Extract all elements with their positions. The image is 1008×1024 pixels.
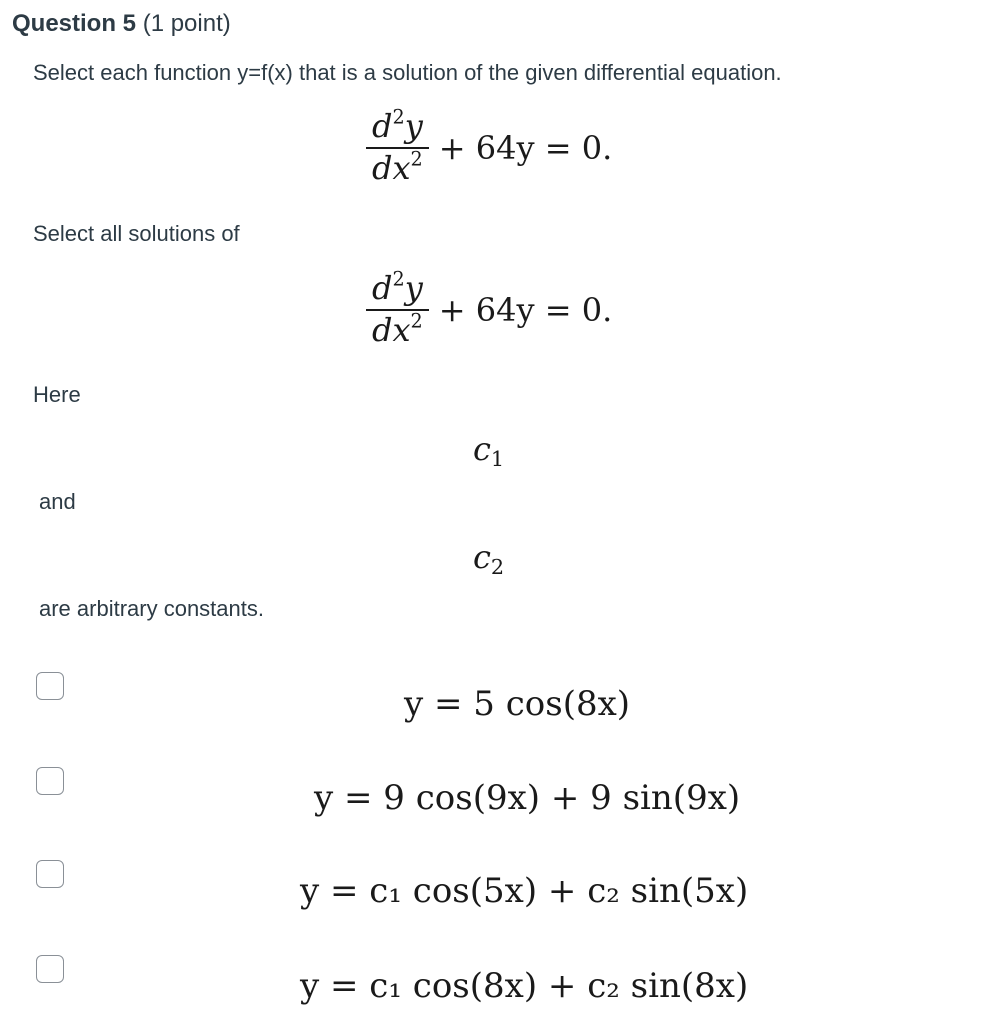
option-label-3: y = c₁ cos(5x) + c₂ sin(5x) (300, 871, 749, 911)
option-checkbox-4[interactable] (36, 955, 64, 983)
option-checkbox-2[interactable] (36, 767, 64, 795)
option-checkbox-1[interactable] (36, 672, 64, 700)
question-title: Question 5 (12, 10, 137, 37)
constant-c1: $c_1$ (473, 430, 505, 472)
question-header (12, 10, 231, 38)
option-label-1: y = 5 cos(8x) (404, 684, 631, 724)
constants-text: are arbitrary constants. (39, 596, 264, 621)
option-checkbox-3[interactable] (36, 860, 64, 888)
here-text: Here (33, 382, 81, 407)
differential-equation-1 (366, 105, 613, 187)
option-label-4: y = c₁ cos(8x) + c₂ sin(8x) (300, 966, 749, 1006)
equation-rhs: + 64y = 0. (438, 290, 613, 329)
differential-equation-2 (366, 267, 613, 349)
equation-rhs: + 64y = 0. (438, 128, 613, 167)
question-prompt: Select each function y=f(x) that is a solution of the given differential equation. (33, 60, 782, 85)
fraction: $\frac{d^2y}{dx^2}$ (366, 110, 429, 185)
constant-c2: $c_2$ (473, 538, 505, 580)
select-all-text: Select all solutions of (33, 221, 240, 246)
option-label-2: y = 9 cos(9x) + 9 sin(9x) (314, 778, 741, 818)
question-points: (1 point) (142, 10, 231, 37)
fraction: $\frac{d^2y}{dx^2}$ (366, 272, 429, 347)
and-text: and (39, 489, 76, 514)
